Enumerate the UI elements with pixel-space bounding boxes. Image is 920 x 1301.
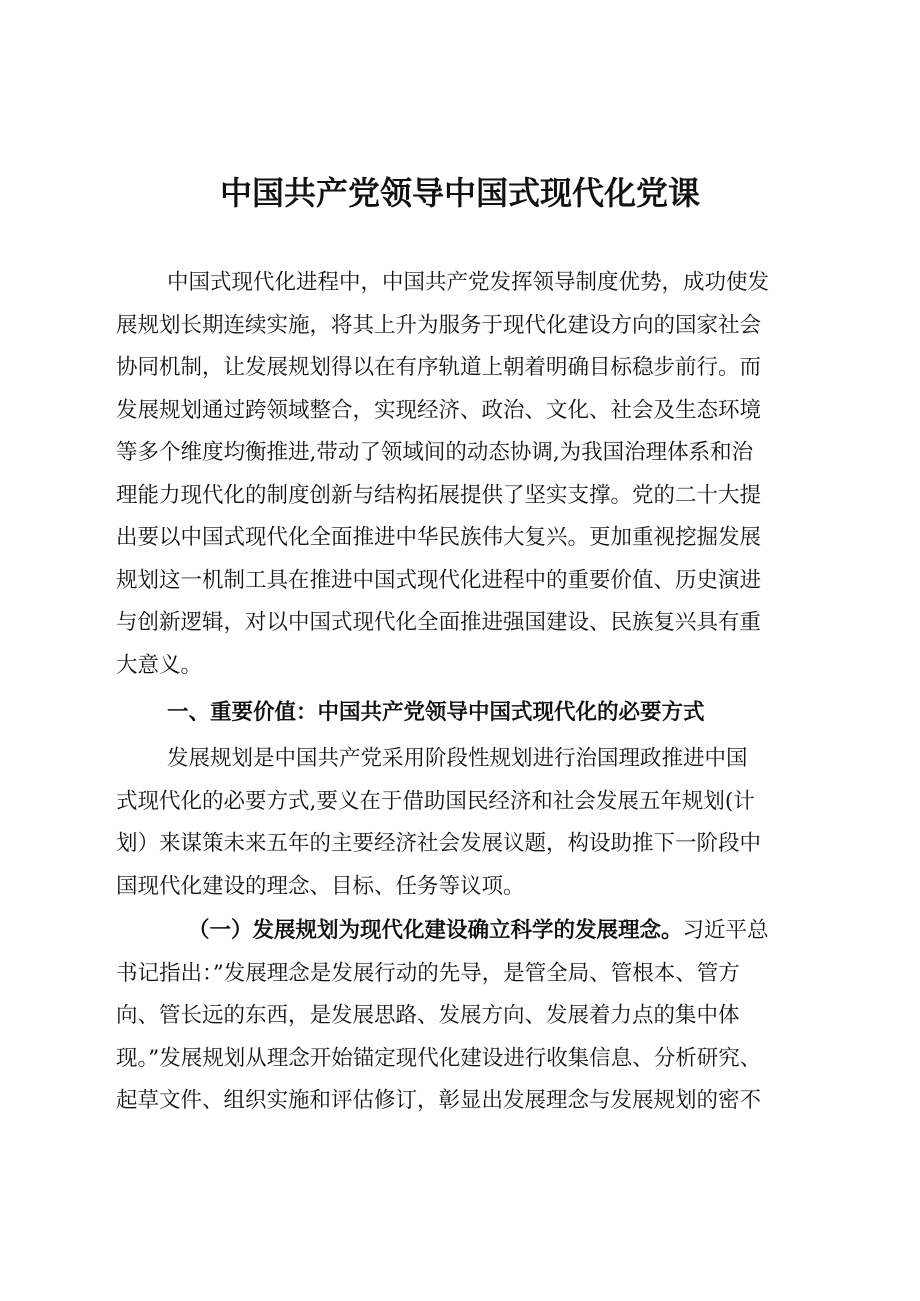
text-line: 书记指出：”发展理念是发展行动的先导，是管全局、管根本、管方 xyxy=(116,960,740,986)
text-line-lead xyxy=(116,910,822,953)
text-line: 出要以中国式现代化全面推进中华民族伟大复兴。更加重视挖掘发展 xyxy=(116,525,762,550)
text-line: 发展规划是中国共产党采用阶段性规划进行治国理政推进中国 xyxy=(167,746,748,771)
page-title: 中国共产党领导中国式现代化党课 xyxy=(219,174,700,212)
paragraph-subsection-1 xyxy=(116,910,822,1123)
text-line: 理能力现代化的制度创新与结构拓展提供了坚实支撑。党的二十大提 xyxy=(116,482,762,508)
text-line: 展规划长期连续实施，将其上升为服务于现代化建设方向的国家社会 xyxy=(116,312,762,338)
text-line: 大意义。 xyxy=(116,652,203,678)
text-line: 规划这一机制工具在推进中国式现代化进程中的重要价值、历史演进 xyxy=(116,567,762,593)
text-line: 等多个维度均衡推进,带动了领域间的动态协调,为我国治理体系和治 xyxy=(116,440,754,465)
paragraph-intro xyxy=(116,262,822,687)
subsection-heading-text: （一）发展规划为现代化建设确立科学的发展理念。 xyxy=(188,918,683,943)
text-line: 国现代化建设的理念、目标、任务等议项。 xyxy=(116,873,525,899)
text-line: 发展规划通过跨领域整合，实现经济、政治、文化、社会及生态环境 xyxy=(116,397,762,423)
text-line: 式现代化的必要方式,要义在于借助国民经济和社会发展五年规划(计 xyxy=(116,788,755,814)
section-heading-1 xyxy=(116,692,822,735)
text-line: 现。”发展规划从理念开始锚定现代化建设进行收集信息、分析研究、 xyxy=(116,1045,762,1071)
section-heading-text: 一、重要价值：中国共产党领导中国式现代化的必要方式 xyxy=(167,700,705,725)
text-line: 中国式现代化进程中，中国共产党发挥领导制度优势，成功使发 xyxy=(167,270,770,295)
subsection-lead-rest: 习近平总 xyxy=(682,918,769,943)
text-line: 划）来谋策未来五年的主要经济社会发展议题，构设助推下一阶段中 xyxy=(116,831,762,856)
text-line: 与创新逻辑，对以中国式现代化全面推进强国建设、民族复兴具有重 xyxy=(116,610,762,635)
text-line: 协同机制，让发展规划得以在有序轨道上朝着明确目标稳步前行。而 xyxy=(116,355,762,380)
paragraph-section-1 xyxy=(116,738,822,908)
text-line: 向、管长远的东西，是发展思路、发展方向、发展着力点的集中体 xyxy=(116,1003,740,1028)
text-line: 起草文件、组织实施和评估修订，彰显出发展理念与发展规划的密不 xyxy=(116,1088,762,1113)
